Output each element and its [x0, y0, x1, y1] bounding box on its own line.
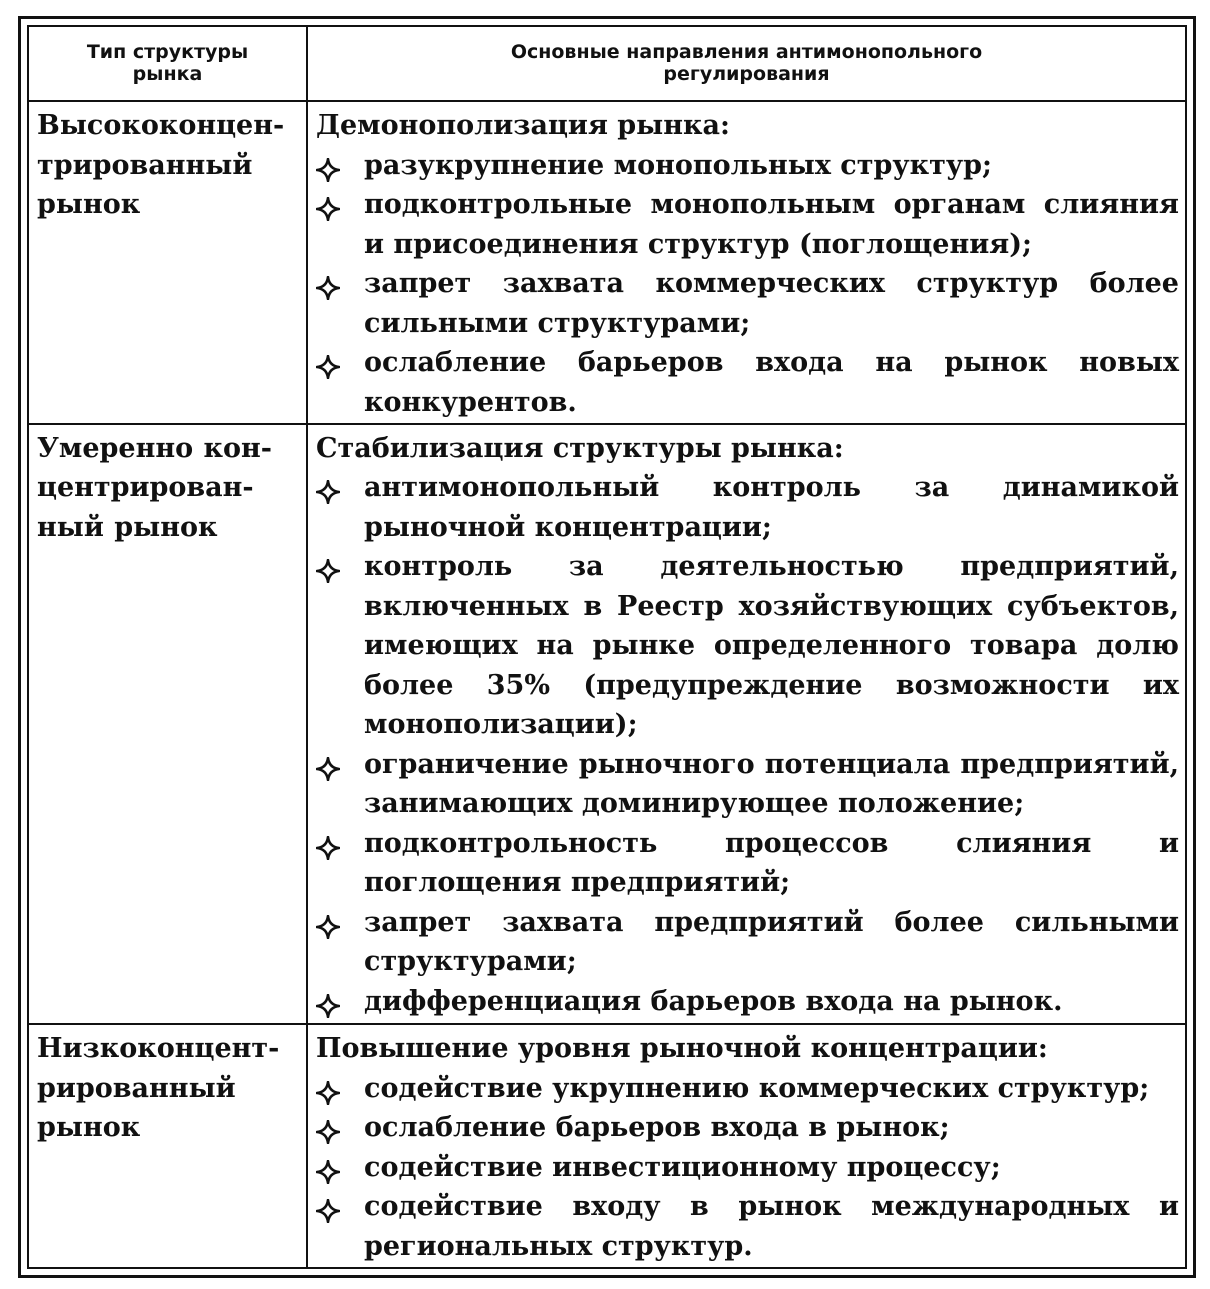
market-type-cell: [29, 101, 307, 424]
list-item: [316, 824, 1179, 903]
list-item-text: ограничение рыночного потенциала предприятий, занимающих доминирующее положение;: [364, 748, 1179, 820]
table-outer-frame: [18, 16, 1196, 1278]
list-item: [316, 903, 1179, 982]
four-pointed-star-outline-icon: [316, 1195, 340, 1219]
list-item-text: содействие инвестиционному процессу;: [364, 1151, 1001, 1183]
list-item: [316, 343, 1179, 422]
list-item: [316, 1069, 1179, 1109]
list-item-text: контроль за деятельностью предприятий, включенных в Реестр хозяйствующих субъектов, имеющих на рынке определенного товара долю более 35% (предупреждение возможности их монополизации);: [364, 551, 1179, 741]
direction-items-list: [316, 146, 1179, 423]
four-pointed-star-outline-icon: [316, 272, 340, 296]
table-row: [29, 424, 1185, 1024]
direction-items-list: [316, 468, 1179, 1021]
regulation-directions-cell: [307, 101, 1185, 424]
antimonopoly-regulation-table: [29, 27, 1185, 1267]
list-item: [316, 468, 1179, 547]
direction-items-list: [316, 1069, 1179, 1267]
list-item: [316, 146, 1179, 186]
market-type-cell: [29, 1024, 307, 1267]
table-row: [29, 1024, 1185, 1267]
list-item-text: ослабление барьеров входа в рынок;: [364, 1112, 950, 1144]
list-item-text: антимонопольный контроль за динамикой рыночной концентрации;: [364, 472, 1179, 543]
list-item: [316, 1108, 1179, 1148]
four-pointed-star-outline-icon: [316, 555, 340, 579]
regulation-directions-cell: [307, 1024, 1185, 1267]
four-pointed-star-outline-icon: [316, 154, 340, 178]
list-item-text: разукрупнение монопольных структур;: [364, 149, 993, 181]
list-item-text: ослабление барьеров входа на рынок новых конкурентов.: [364, 347, 1179, 418]
list-item: [316, 1148, 1179, 1188]
direction-heading: Повышение уровня рыночной концентрации:: [316, 1033, 1048, 1065]
list-item-text: содействие укрупнению коммерческих структур;: [364, 1072, 1150, 1104]
list-item-text: запрет захвата коммерческих структур более сильными структурами;: [364, 268, 1179, 339]
four-pointed-star-outline-icon: [316, 1116, 340, 1140]
market-type-label: Низкоконцент-рированный рынок: [37, 1033, 280, 1144]
list-item: [316, 745, 1179, 824]
list-item-text: дифференциация барьеров входа на рынок.: [364, 985, 1063, 1017]
list-item: [316, 547, 1179, 745]
list-item: [316, 982, 1179, 1022]
list-item-text: подконтрольные монопольным органам слияния и присоединения структур (поглощения);: [364, 189, 1179, 260]
four-pointed-star-outline-icon: [316, 990, 340, 1014]
four-pointed-star-outline-icon: [316, 911, 340, 935]
four-pointed-star-outline-icon: [316, 1156, 340, 1180]
regulation-directions-cell: [307, 424, 1185, 1024]
table-row: [29, 101, 1185, 424]
list-item: [316, 185, 1179, 264]
four-pointed-star-outline-icon: [316, 476, 340, 500]
four-pointed-star-outline-icon: [316, 832, 340, 856]
four-pointed-star-outline-icon: [316, 193, 340, 217]
direction-heading: Стабилизация структуры рынка:: [316, 432, 844, 464]
list-item-text: содействие входу в рынок международных и региональных структур.: [364, 1191, 1179, 1262]
four-pointed-star-outline-icon: [316, 351, 340, 375]
header-regulation-directions: Основные направления антимонопольного регулирования: [307, 27, 1185, 101]
table-header-row: [29, 27, 1185, 101]
list-item: [316, 264, 1179, 343]
four-pointed-star-outline-icon: [316, 1077, 340, 1101]
list-item: [316, 1187, 1179, 1266]
market-type-cell: [29, 424, 307, 1024]
four-pointed-star-outline-icon: [316, 753, 340, 777]
table-inner-frame: [27, 25, 1187, 1269]
list-item-text: подконтрольность процессов слияния и поглощения предприятий;: [364, 827, 1179, 899]
direction-heading: Демонополизация рынка:: [316, 110, 730, 141]
market-type-label: Высококонцен-трированный рынок: [37, 110, 285, 220]
market-type-label: Умеренно кон-центрирован-ный рынок: [37, 432, 273, 543]
list-item-text: запрет захвата предприятий более сильными структурами;: [364, 906, 1179, 978]
header-market-structure-type: Тип структуры рынка: [29, 27, 307, 101]
